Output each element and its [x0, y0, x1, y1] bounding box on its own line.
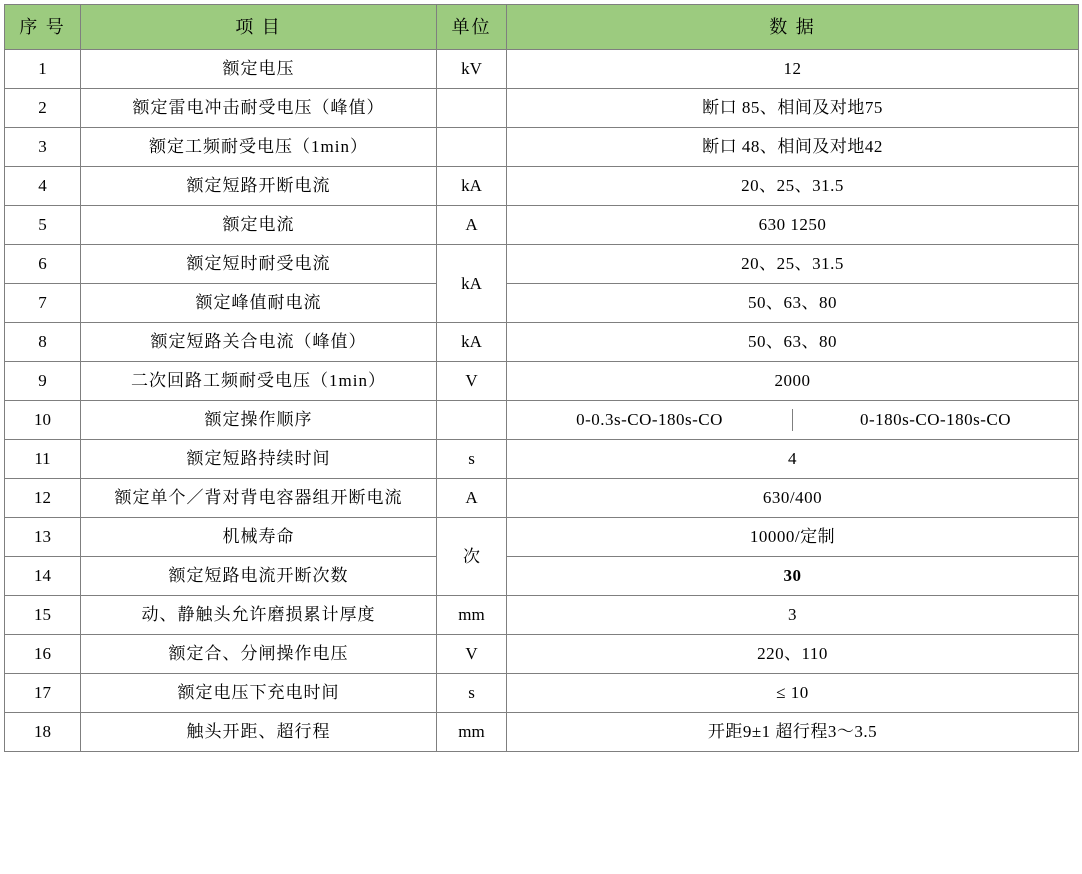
header-cell-no: 序 号: [5, 5, 81, 50]
table-header: [5, 5, 1079, 50]
row-data: 断口 85、相间及对地75: [507, 89, 1079, 128]
table-row: [5, 206, 1079, 245]
row-data: 10000/定制: [507, 518, 1079, 557]
row-item: 额定峰值耐电流: [81, 284, 437, 323]
row-item: 额定雷电冲击耐受电压（峰值）: [81, 89, 437, 128]
row-data: 12: [507, 50, 1079, 89]
specification-sheet: [0, 4, 1082, 874]
row-no: 4: [5, 167, 81, 206]
table-row: [5, 401, 1079, 440]
row-unit: kV: [437, 50, 507, 89]
row-unit: mm: [437, 596, 507, 635]
table-row: [5, 518, 1079, 557]
row-unit: V: [437, 635, 507, 674]
table-row: [5, 89, 1079, 128]
header-cell-data: 数 据: [507, 5, 1079, 50]
row-item: 额定工频耐受电压（1min）: [81, 128, 437, 167]
row-unit: mm: [437, 713, 507, 752]
row-unit: A: [437, 479, 507, 518]
row-item: 额定单个／背对背电容器组开断电流: [81, 479, 437, 518]
row-item: 触头开距、超行程: [81, 713, 437, 752]
row-data: 220、110: [507, 635, 1079, 674]
row-no: 8: [5, 323, 81, 362]
row-data-split: [507, 401, 1079, 440]
row-data: 开距9±1 超行程3～3.5: [507, 713, 1079, 752]
row-unit-merged: kA: [437, 245, 507, 323]
table-body: [5, 50, 1079, 752]
row-unit: s: [437, 440, 507, 479]
header-cell-unit: 单位: [437, 5, 507, 50]
row-no: 3: [5, 128, 81, 167]
table-row: [5, 245, 1079, 284]
table-row: [5, 362, 1079, 401]
row-item: 动、静触头允许磨损累计厚度: [81, 596, 437, 635]
row-unit: A: [437, 206, 507, 245]
row-data: 3: [507, 596, 1079, 635]
row-item: 额定短路持续时间: [81, 440, 437, 479]
row-item: 机械寿命: [81, 518, 437, 557]
row-no: 6: [5, 245, 81, 284]
header-row: [5, 5, 1079, 50]
header-cell-item: 项 目: [81, 5, 437, 50]
row-data: 4: [507, 440, 1079, 479]
row-data: 断口 48、相间及对地42: [507, 128, 1079, 167]
row-unit: kA: [437, 323, 507, 362]
table-row: [5, 323, 1079, 362]
row-data: 630/400: [507, 479, 1079, 518]
table-row: [5, 479, 1079, 518]
table-row: [5, 167, 1079, 206]
row-unit: kA: [437, 167, 507, 206]
table-row: [5, 440, 1079, 479]
row-no: 2: [5, 89, 81, 128]
row-data: 50、63、80: [507, 284, 1079, 323]
specification-table: [4, 4, 1079, 752]
row-no: 1: [5, 50, 81, 89]
row-no: 15: [5, 596, 81, 635]
row-unit: [437, 401, 507, 440]
row-data: 30: [507, 557, 1079, 596]
row-no: 12: [5, 479, 81, 518]
row-data: ≤ 10: [507, 674, 1079, 713]
row-no: 16: [5, 635, 81, 674]
row-unit: V: [437, 362, 507, 401]
row-no: 17: [5, 674, 81, 713]
row-item: 额定电压下充电时间: [81, 674, 437, 713]
row-no: 11: [5, 440, 81, 479]
row-no: 5: [5, 206, 81, 245]
row-item: 额定短时耐受电流: [81, 245, 437, 284]
row-item: 额定电压: [81, 50, 437, 89]
row-item: 额定短路开断电流: [81, 167, 437, 206]
row-item: 额定短路关合电流（峰值）: [81, 323, 437, 362]
row-data: 20、25、31.5: [507, 245, 1079, 284]
row-unit: [437, 89, 507, 128]
table-row: [5, 284, 1079, 323]
table-row: [5, 128, 1079, 167]
row-no: 14: [5, 557, 81, 596]
row-data: 2000: [507, 362, 1079, 401]
row-no: 9: [5, 362, 81, 401]
row-no: 13: [5, 518, 81, 557]
row-unit-merged: 次: [437, 518, 507, 596]
table-row: [5, 50, 1079, 89]
row-item: 额定合、分闸操作电压: [81, 635, 437, 674]
row-data: 50、63、80: [507, 323, 1079, 362]
row-item: 额定电流: [81, 206, 437, 245]
row-data-right: 0-180s-CO-180s-CO: [859, 410, 1012, 430]
row-no: 18: [5, 713, 81, 752]
row-data-left: 0-0.3s-CO-180s-CO: [507, 409, 793, 430]
row-item: 二次回路工频耐受电压（1min）: [81, 362, 437, 401]
table-row: [5, 635, 1079, 674]
table-row: [5, 674, 1079, 713]
table-row: [5, 557, 1079, 596]
table-row: [5, 713, 1079, 752]
row-no: 7: [5, 284, 81, 323]
row-item: 额定操作顺序: [81, 401, 437, 440]
row-no: 10: [5, 401, 81, 440]
row-item: 额定短路电流开断次数: [81, 557, 437, 596]
row-unit: [437, 128, 507, 167]
row-data: 20、25、31.5: [507, 167, 1079, 206]
row-data: 630 1250: [507, 206, 1079, 245]
row-unit: s: [437, 674, 507, 713]
table-row: [5, 596, 1079, 635]
